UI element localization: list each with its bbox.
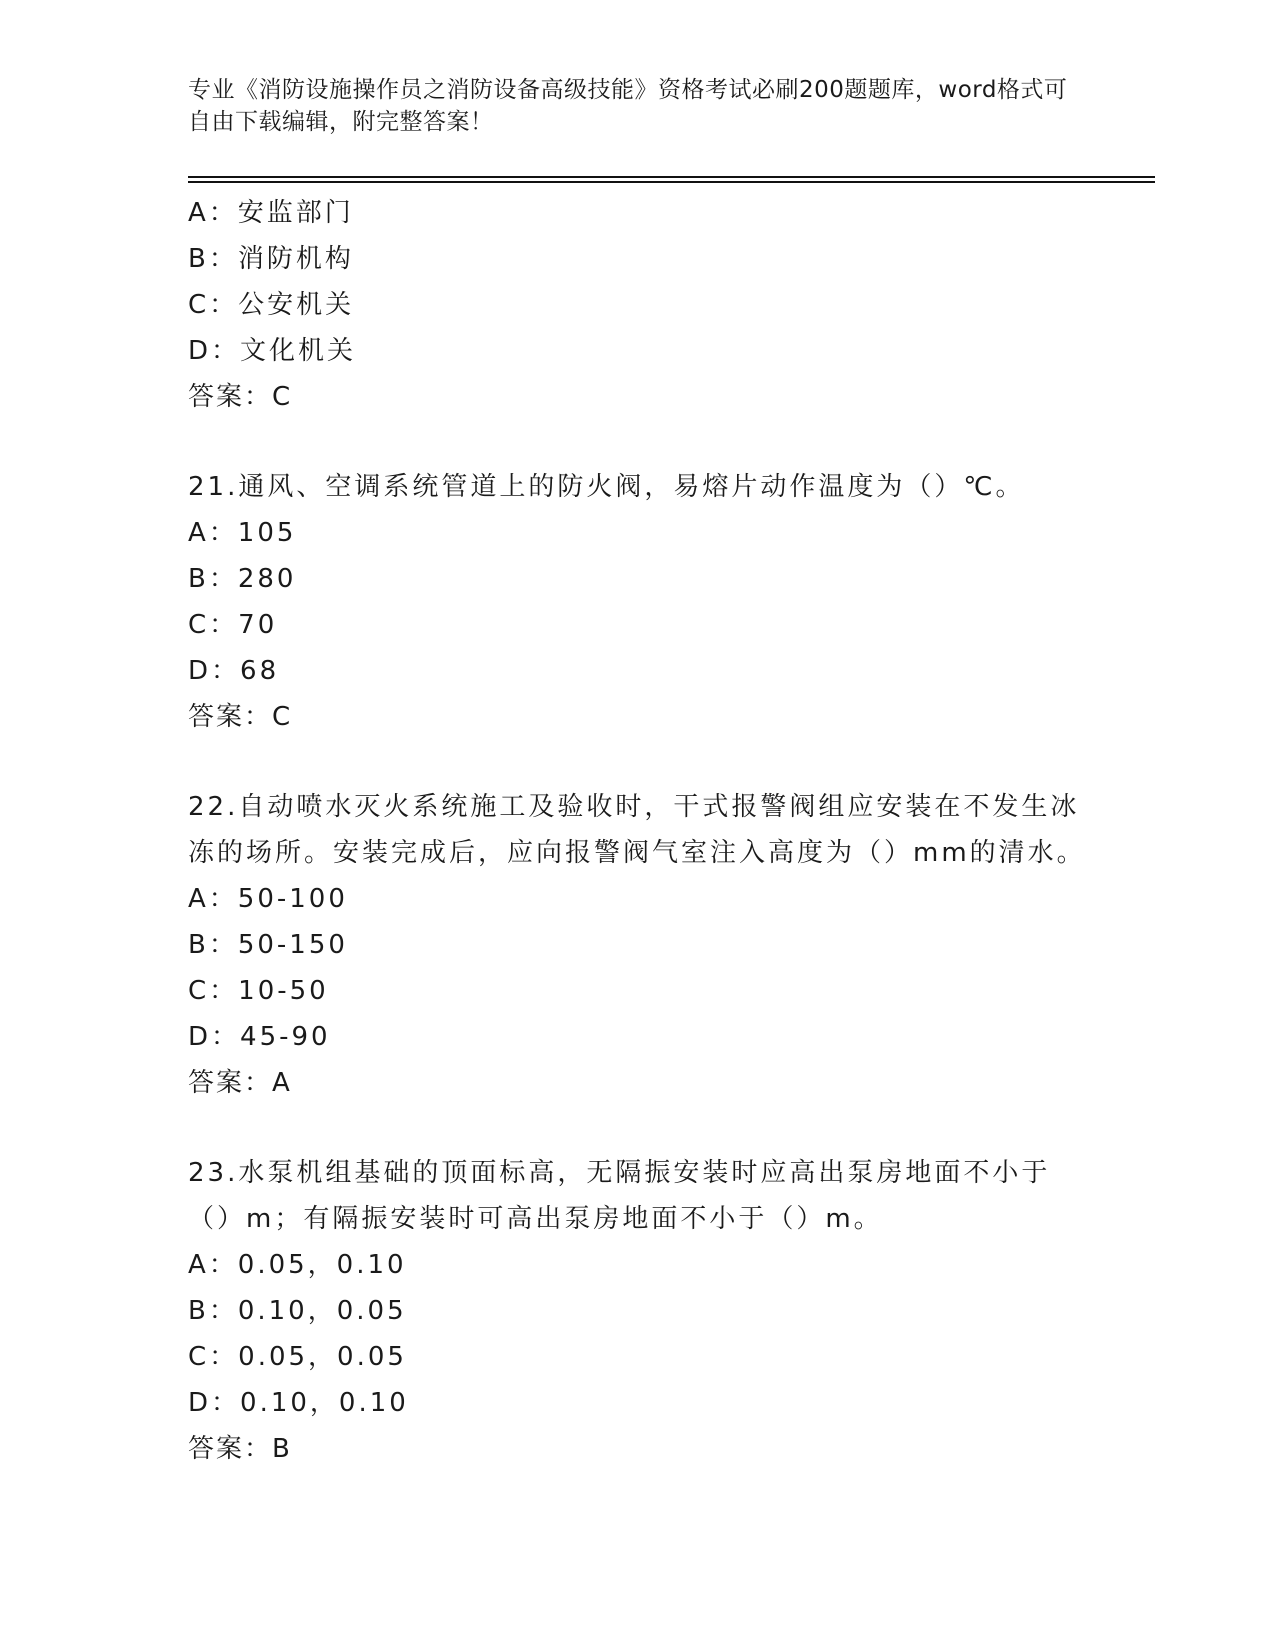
answer-line: 答案：C xyxy=(188,702,293,732)
spacer xyxy=(188,740,1088,784)
option-d: D：68 xyxy=(188,656,280,686)
option-b: B：280 xyxy=(188,564,297,594)
option-c: C：10-50 xyxy=(188,976,329,1006)
option-a: A：50-100 xyxy=(188,884,348,914)
option-c: C：70 xyxy=(188,610,278,640)
question-block-23 xyxy=(188,1150,1088,1472)
option-b: B：消防机构 xyxy=(188,244,354,274)
option-b: B：0.10，0.05 xyxy=(188,1296,407,1326)
option-a: A：105 xyxy=(188,518,297,548)
header-divider-bottom xyxy=(188,181,1155,183)
spacer xyxy=(188,1106,1088,1150)
option-a: A：安监部门 xyxy=(188,198,354,228)
question-text: 21.通风、空调系统管道上的防火阀，易熔片动作温度为（）℃。 xyxy=(188,472,1025,502)
option-b: B：50-150 xyxy=(188,930,348,960)
question-text: 22.自动喷水灭火系统施工及验收时，干式报警阀组应安装在不发生冰冻的场所。安装完成后，应向报警阀气室注入高度为（）mm的清水。 xyxy=(188,792,1086,868)
option-c: C：0.05，0.05 xyxy=(188,1342,407,1372)
answer-line: 答案：A xyxy=(188,1068,292,1098)
question-block-continued xyxy=(188,190,1088,420)
question-text: 23.水泵机组基础的顶面标高，无隔振安装时应高出泵房地面不小于（）m；有隔振安装时可高出泵房地面不小于（）m。 xyxy=(188,1158,1051,1234)
option-d: D：0.10，0.10 xyxy=(188,1388,409,1418)
question-block-22 xyxy=(188,784,1088,1106)
option-d: D：45-90 xyxy=(188,1022,331,1052)
document-header: 专业《消防设施操作员之消防设备高级技能》资格考试必刷200题题库，word格式可自由下载编辑，附完整答案！ xyxy=(188,77,1068,135)
question-block-21 xyxy=(188,464,1088,740)
question-list xyxy=(188,190,1088,1472)
answer-line: 答案：C xyxy=(188,382,293,412)
option-d: D：文化机关 xyxy=(188,336,357,366)
option-c: C：公安机关 xyxy=(188,290,355,320)
header-divider-top xyxy=(188,176,1155,178)
option-a: A：0.05，0.10 xyxy=(188,1250,407,1280)
spacer xyxy=(188,420,1088,464)
answer-line: 答案：B xyxy=(188,1434,292,1464)
